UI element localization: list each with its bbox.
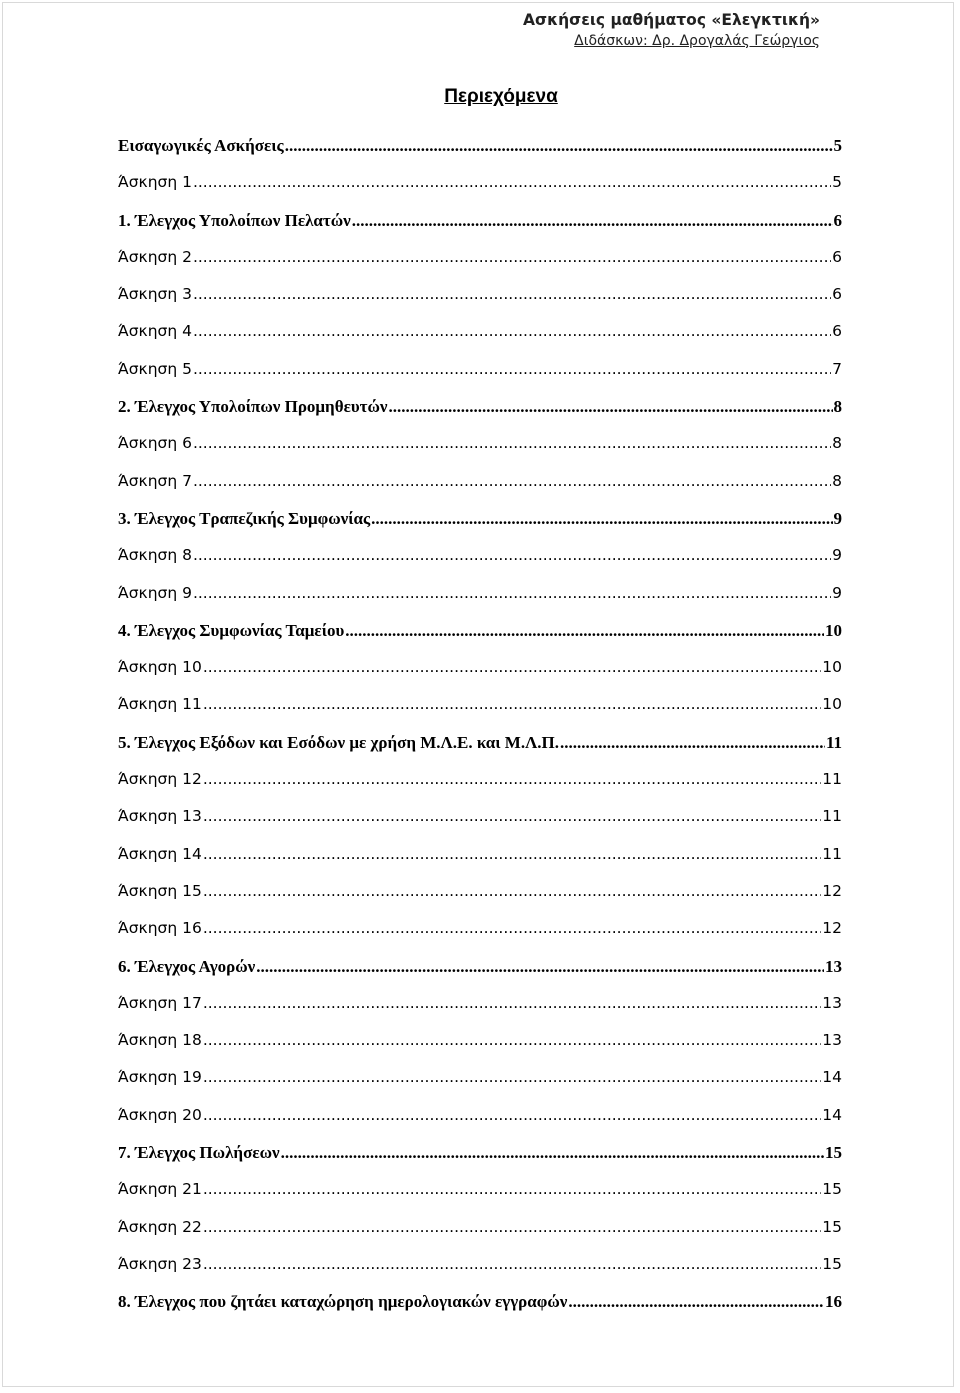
toc-entry-label: Άσκηση 6 [118, 434, 192, 453]
toc-entry-page: 8 [832, 471, 842, 490]
toc-entry-label: Άσκηση 2 [118, 247, 192, 266]
toc-leader-dots [203, 1171, 821, 1208]
toc-entry-page: 8 [833, 397, 842, 417]
toc-exercise-entry[interactable] [118, 575, 842, 612]
toc-leader-dots [193, 537, 831, 574]
header-instructor: Διδάσκων: Δρ. Δρογαλάς Γεώργιος [574, 33, 820, 49]
toc-entry-label: Άσκηση 12 [118, 770, 202, 789]
toc-entry-page: 14 [822, 1105, 842, 1124]
toc-entry-page: 14 [822, 1068, 842, 1087]
toc-leader-dots [389, 388, 833, 425]
toc-entry-page: 12 [822, 881, 842, 900]
toc-exercise-entry[interactable] [118, 985, 842, 1022]
toc-exercise-entry[interactable] [118, 910, 842, 947]
toc-leader-dots [285, 127, 833, 164]
toc-entry-label: Άσκηση 23 [118, 1254, 202, 1273]
toc-chapter-entry[interactable] [118, 1134, 842, 1171]
toc-entry-page: 9 [832, 546, 842, 565]
toc-exercise-entry[interactable] [118, 1022, 842, 1059]
toc-entry-label: Άσκηση 18 [118, 1031, 202, 1050]
toc-entry-label: Άσκηση 4 [118, 322, 192, 341]
toc-entry-page: 6 [832, 322, 842, 341]
toc-entry-page: 5 [833, 136, 842, 155]
page-header [523, 9, 820, 51]
toc-exercise-entry[interactable] [118, 873, 842, 910]
toc-entry-page: 7 [832, 359, 842, 378]
toc-leader-dots [203, 1059, 821, 1096]
toc-leader-dots [193, 425, 831, 462]
toc-leader-dots [193, 351, 831, 388]
toc-entry-page: 13 [825, 956, 842, 976]
toc-leader-dots [352, 202, 833, 239]
toc-entry-label: Άσκηση 8 [118, 546, 192, 565]
toc-entry-page: 12 [822, 919, 842, 938]
toc-leader-dots [193, 239, 831, 276]
toc-leader-dots [345, 612, 824, 649]
toc-entry-label: 7. Έλεγχος Πωλήσεων [118, 1143, 280, 1163]
toc-chapter-entry[interactable] [118, 948, 842, 985]
toc-chapter-entry[interactable] [118, 612, 842, 649]
toc-leader-dots [281, 1134, 824, 1171]
toc-entry-page: 11 [822, 807, 842, 826]
toc-entry-page: 9 [832, 583, 842, 602]
toc-exercise-entry[interactable] [118, 836, 842, 873]
toc-entry-page: 6 [833, 210, 842, 230]
toc-leader-dots [203, 1022, 821, 1059]
toc-entry-label: Άσκηση 21 [118, 1180, 202, 1199]
toc-leader-dots [193, 463, 831, 500]
toc-leader-dots [568, 1283, 824, 1320]
toc-entry-page: 10 [822, 658, 842, 677]
toc-entry-page: 16 [825, 1292, 842, 1312]
toc-entry-label: Άσκηση 16 [118, 919, 202, 938]
toc-entry-label: 1. Έλεγχος Υπολοίπων Πελατών [118, 210, 351, 230]
toc-entry-label: Άσκηση 7 [118, 471, 192, 490]
toc-leader-dots [256, 948, 824, 985]
toc-entry-page: 11 [822, 770, 842, 789]
toc-exercise-entry[interactable] [118, 1171, 842, 1208]
toc-exercise-entry[interactable] [118, 1246, 842, 1283]
toc-chapter-entry[interactable] [118, 127, 842, 164]
toc-entry-label: Άσκηση 14 [118, 844, 202, 863]
toc-entry-label: 2. Έλεγχος Υπολοίπων Προμηθευτών [118, 397, 388, 417]
toc-exercise-entry[interactable] [118, 239, 842, 276]
toc-entry-label: Άσκηση 13 [118, 807, 202, 826]
toc-entry-label: Άσκηση 19 [118, 1068, 202, 1087]
toc-exercise-entry[interactable] [118, 425, 842, 462]
toc-leader-dots [203, 798, 821, 835]
toc-entry-label: Εισαγωγικές Ασκήσεις [118, 136, 284, 155]
toc-leader-dots [203, 873, 821, 910]
toc-entry-label: Άσκηση 17 [118, 993, 202, 1012]
toc-leader-dots [560, 724, 825, 761]
toc-entry-label: 5. Έλεγχος Εξόδων και Εσόδων με χρήση Μ.Λ.Ε. και Μ.Λ.Π. [118, 732, 559, 752]
toc-entry-page: 10 [822, 695, 842, 714]
toc-chapter-entry[interactable] [118, 202, 842, 239]
toc-leader-dots [203, 910, 821, 947]
toc-entry-label: 3. Έλεγχος Τραπεζικής Συμφωνίας [118, 508, 371, 528]
toc-entry-label: Άσκηση 5 [118, 359, 192, 378]
toc-title: Περιεχόμενα [444, 86, 558, 107]
toc-entry-page: 13 [822, 993, 842, 1012]
toc-entry-page: 5 [832, 173, 842, 192]
toc-chapter-entry[interactable] [118, 724, 842, 761]
toc-leader-dots [193, 164, 831, 201]
toc-leader-dots [203, 649, 821, 686]
toc-entry-label: 8. Έλεγχος που ζητάει καταχώρηση ημερολογιακών εγγραφών [118, 1292, 568, 1312]
toc-leader-dots [203, 761, 821, 798]
toc-exercise-entry[interactable] [118, 164, 842, 201]
toc-entry-label: Άσκηση 15 [118, 881, 202, 900]
toc-chapter-entry[interactable] [118, 1283, 842, 1320]
toc-entry-label: Άσκηση 10 [118, 658, 202, 677]
table-of-contents [118, 127, 842, 1321]
toc-exercise-entry[interactable] [118, 537, 842, 574]
toc-entry-page: 10 [825, 620, 842, 640]
toc-entry-page: 9 [833, 508, 842, 528]
toc-entry-label: Άσκηση 9 [118, 583, 192, 602]
toc-leader-dots [203, 836, 821, 873]
toc-chapter-entry[interactable] [118, 500, 842, 537]
toc-leader-dots [203, 686, 821, 723]
toc-leader-dots [193, 575, 831, 612]
toc-exercise-entry[interactable] [118, 351, 842, 388]
header-title: Ασκήσεις μαθήματος «Ελεγκτική» [523, 11, 820, 29]
toc-exercise-entry[interactable] [118, 1097, 842, 1134]
toc-entry-page: 11 [822, 844, 842, 863]
toc-entry-page: 8 [832, 434, 842, 453]
toc-exercise-entry[interactable] [118, 313, 842, 350]
toc-exercise-entry[interactable] [118, 463, 842, 500]
toc-entry-page: 13 [822, 1031, 842, 1050]
toc-entry-page: 15 [822, 1254, 842, 1273]
toc-exercise-entry[interactable] [118, 686, 842, 723]
toc-entry-page: 6 [832, 247, 842, 266]
toc-leader-dots [371, 500, 832, 537]
toc-leader-dots [203, 1209, 821, 1246]
toc-entry-label: Άσκηση 1 [118, 173, 192, 192]
toc-leader-dots [193, 313, 831, 350]
toc-entry-label: 4. Έλεγχος Συμφωνίας Ταμείου [118, 620, 345, 640]
toc-chapter-entry[interactable] [118, 388, 842, 425]
toc-leader-dots [203, 1097, 821, 1134]
toc-exercise-entry[interactable] [118, 1209, 842, 1246]
toc-entry-page: 6 [832, 285, 842, 304]
toc-leader-dots [193, 276, 831, 313]
toc-exercise-entry[interactable] [118, 276, 842, 313]
toc-exercise-entry[interactable] [118, 649, 842, 686]
toc-exercise-entry[interactable] [118, 761, 842, 798]
toc-entry-label: 6. Έλεγχος Αγορών [118, 956, 256, 976]
toc-entry-label: Άσκηση 20 [118, 1105, 202, 1124]
toc-exercise-entry[interactable] [118, 1059, 842, 1096]
toc-leader-dots [203, 1246, 821, 1283]
toc-entry-label: Άσκηση 22 [118, 1217, 202, 1236]
toc-entry-label: Άσκηση 3 [118, 285, 192, 304]
toc-entry-page: 15 [825, 1143, 842, 1163]
toc-entry-page: 15 [822, 1217, 842, 1236]
toc-entry-page: 15 [822, 1180, 842, 1199]
toc-entry-page: 11 [825, 732, 842, 752]
toc-entry-label: Άσκηση 11 [118, 695, 202, 714]
toc-exercise-entry[interactable] [118, 798, 842, 835]
toc-leader-dots [203, 985, 821, 1022]
